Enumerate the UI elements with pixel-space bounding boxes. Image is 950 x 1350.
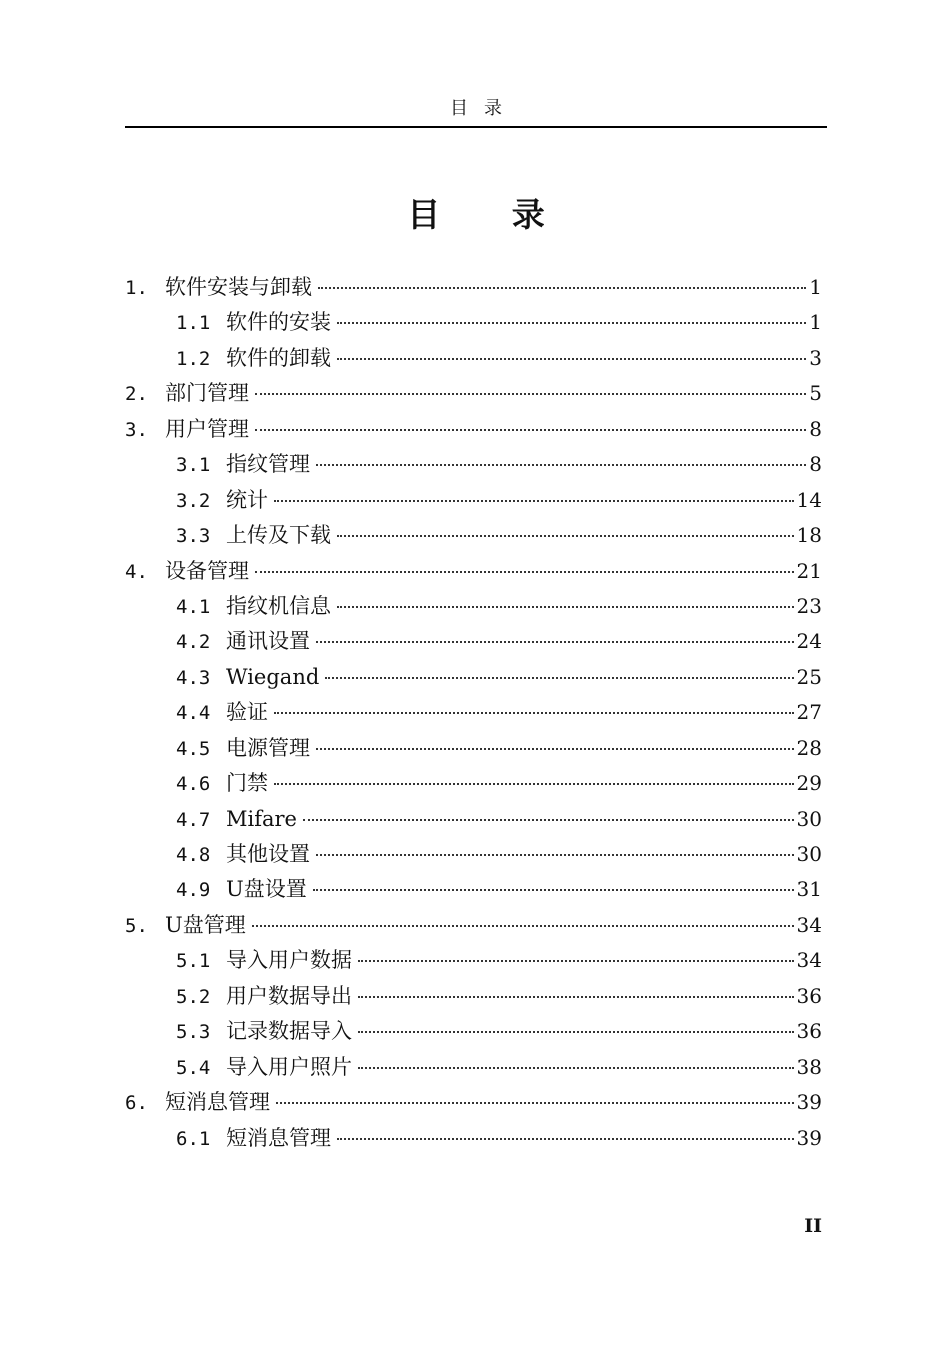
toc-entry-number: 4.3: [176, 666, 211, 689]
toc-entry-number: 3.3: [176, 525, 211, 548]
dot-leader: [303, 819, 794, 821]
toc-entry[interactable]: [125, 660, 822, 695]
toc-entry-page: 36: [796, 1019, 822, 1044]
toc-entry[interactable]: [125, 731, 822, 766]
toc-entry-number: 1.2: [176, 347, 211, 370]
toc-entry-label: 用户数据导出: [226, 983, 352, 1008]
toc-entry-label: 短消息管理: [226, 1125, 331, 1150]
toc-entry[interactable]: [125, 979, 822, 1014]
running-header: 目录: [125, 96, 827, 128]
toc-entry[interactable]: [125, 624, 822, 659]
toc-entry-label: 上传及下载: [226, 523, 331, 548]
toc-entry-page: 30: [796, 842, 822, 866]
dot-leader: [337, 322, 806, 324]
toc-entry[interactable]: [125, 1050, 822, 1085]
toc-entry-page: 30: [796, 806, 822, 831]
toc-entry-page: 5: [809, 381, 822, 406]
toc-entry-number: 6.: [125, 1092, 148, 1115]
toc-entry-page: 36: [796, 983, 822, 1008]
toc-entry-label: 记录数据导入: [226, 1019, 352, 1044]
toc-entry[interactable]: [125, 1085, 822, 1120]
toc-entry-page: 14: [796, 487, 822, 512]
toc-entry-label: 指纹管理: [226, 452, 310, 477]
toc-entry-page: 39: [796, 1125, 822, 1150]
toc-entry-label: 电源管理: [226, 735, 310, 760]
toc-entry-label: Wiegand: [226, 664, 320, 689]
toc-entry-number: 5.3: [176, 1021, 211, 1044]
toc-entry-number: 5.4: [176, 1056, 211, 1079]
toc-entry-number: 5.1: [176, 950, 211, 973]
toc-entry-page: 25: [796, 664, 822, 689]
toc-entry-page: 23: [796, 593, 822, 618]
dot-leader: [337, 535, 794, 537]
dot-leader: [274, 712, 794, 714]
toc-entry-page: 1: [809, 310, 822, 335]
toc-entry-number: 1.1: [176, 312, 211, 335]
toc-entry-label: 导入用户照片: [226, 1054, 352, 1079]
page-number: II: [804, 1215, 822, 1237]
dot-leader: [337, 358, 806, 360]
dot-leader: [358, 960, 794, 962]
toc-entry-label: 部门管理: [165, 381, 249, 406]
toc-entry[interactable]: [125, 589, 822, 624]
toc-entry-number: 4.6: [176, 773, 211, 796]
toc-entry[interactable]: [125, 554, 822, 589]
toc-entry-page: 21: [796, 558, 822, 583]
toc-entry-page: 8: [809, 416, 822, 441]
toc-entry-number: 6.1: [176, 1127, 211, 1150]
dot-leader: [252, 925, 794, 927]
toc-entry-page: 3: [809, 345, 822, 370]
toc-entry[interactable]: [125, 872, 822, 907]
toc-entry[interactable]: [125, 802, 822, 837]
dot-leader: [313, 889, 794, 891]
toc-entry-page: 1: [809, 275, 822, 299]
toc-entry-label: 其他设置: [226, 842, 310, 866]
dot-leader: [337, 1138, 794, 1140]
dot-leader: [276, 1102, 794, 1104]
toc-entry[interactable]: [125, 341, 822, 376]
toc-entry-number: 5.: [125, 914, 148, 937]
toc-entry-number: 1.: [125, 277, 148, 299]
toc-entry-number: 3.: [125, 418, 148, 441]
toc-entry[interactable]: [125, 766, 822, 801]
toc-entry-label: 设备管理: [165, 558, 249, 583]
toc-entry[interactable]: [125, 837, 822, 872]
toc-entry-page: 31: [796, 877, 822, 902]
toc-entry-label: 短消息管理: [165, 1090, 270, 1115]
toc-entry-page: 34: [796, 948, 822, 973]
toc-entry-label: 导入用户数据: [226, 948, 352, 973]
toc-entry-number: 4.1: [176, 595, 211, 618]
toc-entry-page: 28: [796, 735, 822, 760]
toc-entry-number: 4.5: [176, 737, 211, 760]
toc-entry-number: 4.8: [176, 844, 211, 866]
toc-entry-label: 软件的安装: [226, 310, 331, 335]
toc-entry-page: 8: [809, 452, 822, 477]
dot-leader: [255, 429, 806, 431]
toc-entry[interactable]: [125, 908, 822, 943]
toc-entry[interactable]: [125, 518, 822, 553]
dot-leader: [316, 748, 794, 750]
toc-entry-label: 软件的卸载: [226, 345, 331, 370]
dot-leader: [255, 393, 806, 395]
dot-leader: [274, 783, 794, 785]
toc-entry-page: 34: [796, 912, 822, 937]
toc-entry[interactable]: [125, 447, 822, 482]
toc-entry-label: 指纹机信息: [226, 593, 331, 618]
table-of-contents: [125, 270, 822, 1156]
dot-leader: [337, 606, 794, 608]
toc-entry-page: 27: [796, 700, 822, 725]
toc-entry-number: 4.7: [176, 808, 211, 831]
toc-entry-label: U盘设置: [226, 877, 307, 902]
toc-entry[interactable]: [125, 483, 822, 518]
toc-entry[interactable]: [125, 1121, 822, 1156]
toc-entry-label: U盘管理: [165, 912, 246, 937]
toc-entry[interactable]: [125, 270, 822, 305]
toc-entry-number: 2.: [125, 383, 148, 406]
toc-entry-page: 18: [796, 523, 822, 548]
toc-entry-number: 4.2: [176, 631, 211, 654]
toc-entry-number: 4.9: [176, 879, 211, 902]
toc-entry-number: 4.4: [176, 702, 211, 725]
toc-entry[interactable]: [125, 412, 822, 447]
toc-title: 目 录: [407, 195, 575, 234]
toc-entry-page: 29: [796, 771, 822, 796]
toc-entry-label: Mifare: [226, 806, 297, 831]
toc-entry-number: 4.: [125, 560, 148, 583]
dot-leader: [325, 677, 793, 679]
toc-entry[interactable]: [125, 695, 822, 730]
toc-entry[interactable]: [125, 1014, 822, 1049]
toc-entry-label: 门禁: [226, 771, 268, 796]
dot-leader: [358, 1031, 794, 1033]
dot-leader: [255, 571, 794, 573]
toc-entry[interactable]: [125, 943, 822, 978]
toc-entry[interactable]: [125, 305, 822, 340]
toc-entry-label: 统计: [226, 487, 268, 512]
dot-leader: [316, 854, 794, 856]
dot-leader: [316, 641, 794, 643]
toc-entry-label: 验证: [226, 700, 268, 725]
toc-entry-number: 3.2: [176, 489, 211, 512]
toc-entry-label: 软件安装与卸载: [165, 275, 312, 299]
toc-entry[interactable]: [125, 376, 822, 411]
toc-entry-page: 39: [796, 1090, 822, 1115]
dot-leader: [316, 464, 806, 466]
toc-entry-page: 24: [796, 629, 822, 654]
dot-leader: [274, 500, 794, 502]
toc-entry-page: 38: [796, 1054, 822, 1079]
toc-entry-number: 3.1: [176, 454, 211, 477]
dot-leader: [358, 1067, 794, 1069]
dot-leader: [358, 996, 794, 998]
toc-entry-number: 5.2: [176, 985, 211, 1008]
dot-leader: [318, 287, 806, 289]
toc-entry-label: 用户管理: [165, 416, 249, 441]
toc-entry-label: 通讯设置: [226, 629, 310, 654]
